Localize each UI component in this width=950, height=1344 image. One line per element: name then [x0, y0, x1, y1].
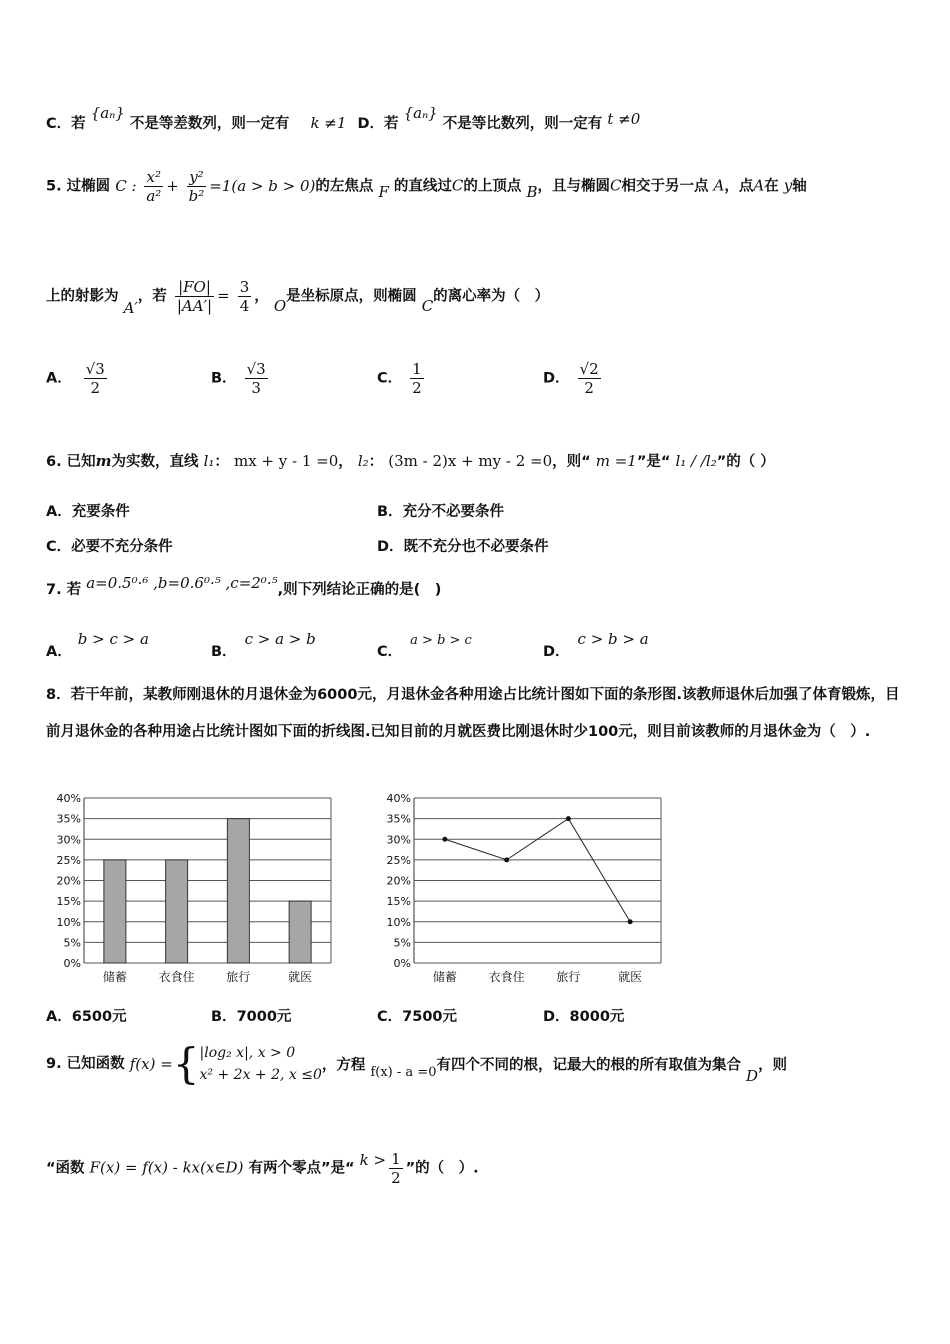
q4-option-c-sequence: {aₙ}: [90, 104, 125, 122]
line-chart-ytick-label: 5%: [393, 936, 411, 950]
bar-chart-ytick-label: 10%: [56, 915, 81, 929]
q5-focus-f: F: [378, 182, 389, 201]
q5-projection-a-prime: A′: [123, 298, 138, 317]
q9-capital-f: F(x) = f(x) - kx(x∈D): [89, 1158, 244, 1177]
q5-ratio-value: $\frac{3}{4}$: [239, 278, 250, 315]
q6-option-d[interactable]: D．既不充分也不必要条件: [377, 539, 549, 555]
q9-piecewise: |log₂ x|, x > 0 x² + 2x + 2, x ≤0: [199, 1045, 322, 1083]
bar-chart-bar: [227, 819, 249, 963]
bar-chart-xtick-label: 储蓄: [102, 970, 127, 984]
q5-stem-line2: 上的射影为 A′，若 $\frac{|FO|}{|AA'|}$ = $\frac{3}{4}$ ， O是坐标原点，则椭圆 C的离心率为（ ）: [46, 278, 550, 317]
q7-stem: 7. 若 a=0.5⁰·⁶ ,b=0.6⁰·⁵ ,c=2⁰·⁵,则下列结论正确的是( ): [46, 574, 442, 598]
line-chart-point: [442, 837, 447, 842]
bar-chart-xtick-label: 旅行: [226, 970, 251, 984]
line-chart-xtick-label: 衣食住: [488, 970, 525, 984]
q9-equation: f(x) - a =0: [370, 1064, 437, 1080]
q4-option-d-sequence: {aₙ}: [403, 104, 438, 122]
q5-option-b[interactable]: B． $\frac{√3}{3}$: [211, 360, 266, 397]
q8-option-d[interactable]: D．8000元: [543, 1009, 625, 1025]
line-chart-ytick-label: 15%: [386, 895, 411, 909]
bar-chart-bar: [104, 860, 126, 963]
q6-option-a[interactable]: A．充要条件: [46, 504, 130, 520]
bar-chart-bar: [289, 901, 311, 963]
bar-chart-ytick-label: 20%: [56, 874, 81, 888]
q6-option-b[interactable]: B．充分不必要条件: [377, 504, 505, 520]
q5-ellipse-equation: C : $\frac{\text{x²}}{\text{a²}}$ + $\frac{\text{y²}}{\text{b²}}$ =1(a > b > 0): [115, 168, 316, 205]
q8-option-b[interactable]: B．7000元: [211, 1009, 292, 1025]
line-chart-point: [504, 857, 509, 862]
line-chart-ytick-label: 35%: [386, 812, 411, 826]
bar-chart-bar: [166, 860, 188, 963]
q4-option-c-text2: 不是等差数列，则一定有: [129, 116, 290, 132]
bar-chart-ytick-label: 0%: [63, 957, 81, 970]
q8-line-chart: [376, 788, 676, 988]
q4-option-d-math: t ≠0: [607, 110, 641, 128]
q7-option-a[interactable]: A．b > c > a: [46, 630, 149, 660]
q4-options-row: [46, 104, 641, 133]
q7-option-d[interactable]: D．c > b > a: [543, 630, 649, 660]
bar-chart-ytick-label: 5%: [63, 936, 81, 950]
q4-option-c-text: 若: [71, 116, 86, 132]
bar-chart-ytick-label: 30%: [56, 833, 81, 847]
q5-number: 5.: [46, 178, 62, 195]
bar-chart-xtick-label: 就医: [288, 970, 313, 984]
bar-chart-xtick-label: 衣食住: [158, 970, 195, 984]
q7-expressions: a=0.5⁰·⁶ ,b=0.6⁰·⁵ ,c=2⁰·⁵: [86, 574, 278, 592]
line-chart-xtick-label: 储蓄: [432, 970, 457, 984]
q9-brace: {: [172, 1039, 200, 1088]
q5-option-c[interactable]: C． $\frac{1}{2}$: [377, 360, 422, 397]
q4-option-d-text2: 不是等比数列，则一定有: [442, 116, 603, 132]
line-chart-point: [628, 919, 633, 924]
line-chart-ytick-label: 10%: [386, 915, 411, 929]
bar-chart-ytick-label: 40%: [56, 792, 81, 805]
q5-option-a[interactable]: A． $\frac{√3}{2}$: [46, 360, 105, 397]
q4-option-c-math: k ≠1: [310, 114, 347, 132]
q8-option-a[interactable]: A．6500元: [46, 1009, 127, 1025]
q5-ratio: $\frac{|FO|}{|AA'|}$: [176, 278, 213, 315]
line-chart-ytick-label: 40%: [386, 792, 411, 805]
q4-option-c-label: C．: [46, 116, 72, 132]
line-chart-ytick-label: 0%: [393, 957, 411, 970]
q5-stem-line1: 5. 过椭圆 C : $\frac{\text{x²}}{\text{a²}}$ + $\frac{\text{y²}}{\text{b²}}$ =1(a > b > 0)的左焦点 F 的直线过C的上顶点 B，且与椭圆C相交于另一点 A，点A在 y轴: [46, 168, 807, 205]
bar-chart-ytick-label: 15%: [56, 895, 81, 909]
bar-chart-ytick-label: 35%: [56, 812, 81, 826]
q8-bar-chart: [46, 788, 346, 988]
q4-option-d-label: D．: [357, 116, 385, 132]
bar-chart-ytick-label: 25%: [56, 853, 81, 867]
q9-stem-line1: 9. 已知函数 f(x) ={ |log₂ x|, x > 0 x² + 2x + 2, x ≤0 ，方程 f(x) - a =0有四个不同的根，记最大的根的所有取值为集合 D，则: [46, 1039, 788, 1088]
q5-option-d[interactable]: D． $\frac{√2}{2}$: [543, 360, 599, 397]
line-chart-xtick-label: 旅行: [556, 970, 581, 984]
line-chart-series-line: [445, 819, 630, 922]
q5-text: 过椭圆: [66, 178, 111, 195]
line-chart-ytick-label: 25%: [386, 853, 411, 867]
line-chart-point: [566, 816, 571, 821]
q6-line2-equation: (3m - 2)x + my - 2 =0: [388, 452, 553, 470]
q7-option-b[interactable]: B．c > a > b: [211, 630, 316, 660]
q6-option-c[interactable]: C．必要不充分条件: [46, 539, 173, 555]
q8-option-c[interactable]: C．7500元: [377, 1009, 458, 1025]
q6-stem: 6. 已知m为实数，直线 l₁： mx + y - 1 =0， l₂： (3m - 2)x + my - 2 =0，则“ m =1”是“ l₁ / /l₂”的（ ）: [46, 452, 775, 470]
q7-option-c[interactable]: C．a > b > c: [377, 633, 472, 660]
q9-function-name: f(x) =: [129, 1055, 173, 1073]
line-chart-ytick-label: 30%: [386, 833, 411, 847]
q8-stem: 8．若干年前，某教师刚退休的月退休金为6000元，月退休金各种用途占比统计图如下面的条形图.该教师退休后加强了体育锻炼，目前月退休金的各种用途占比统计图如下面的折线图.已知目前的月就医费比刚退休时少100元，则目前该教师的月退休金为（ ）.: [46, 687, 900, 740]
q6-line1-equation: mx + y - 1 =0: [233, 452, 339, 470]
line-chart-xtick-label: 就医: [618, 970, 643, 984]
q4-option-d-text: 若: [384, 116, 399, 132]
q9-stem-line2: “函数 F(x) = f(x) - kx(x∈D) 有两个零点”是“ k > $\frac{1}{2}$ ”的（ ）.: [46, 1150, 479, 1187]
line-chart-ytick-label: 20%: [386, 874, 411, 888]
